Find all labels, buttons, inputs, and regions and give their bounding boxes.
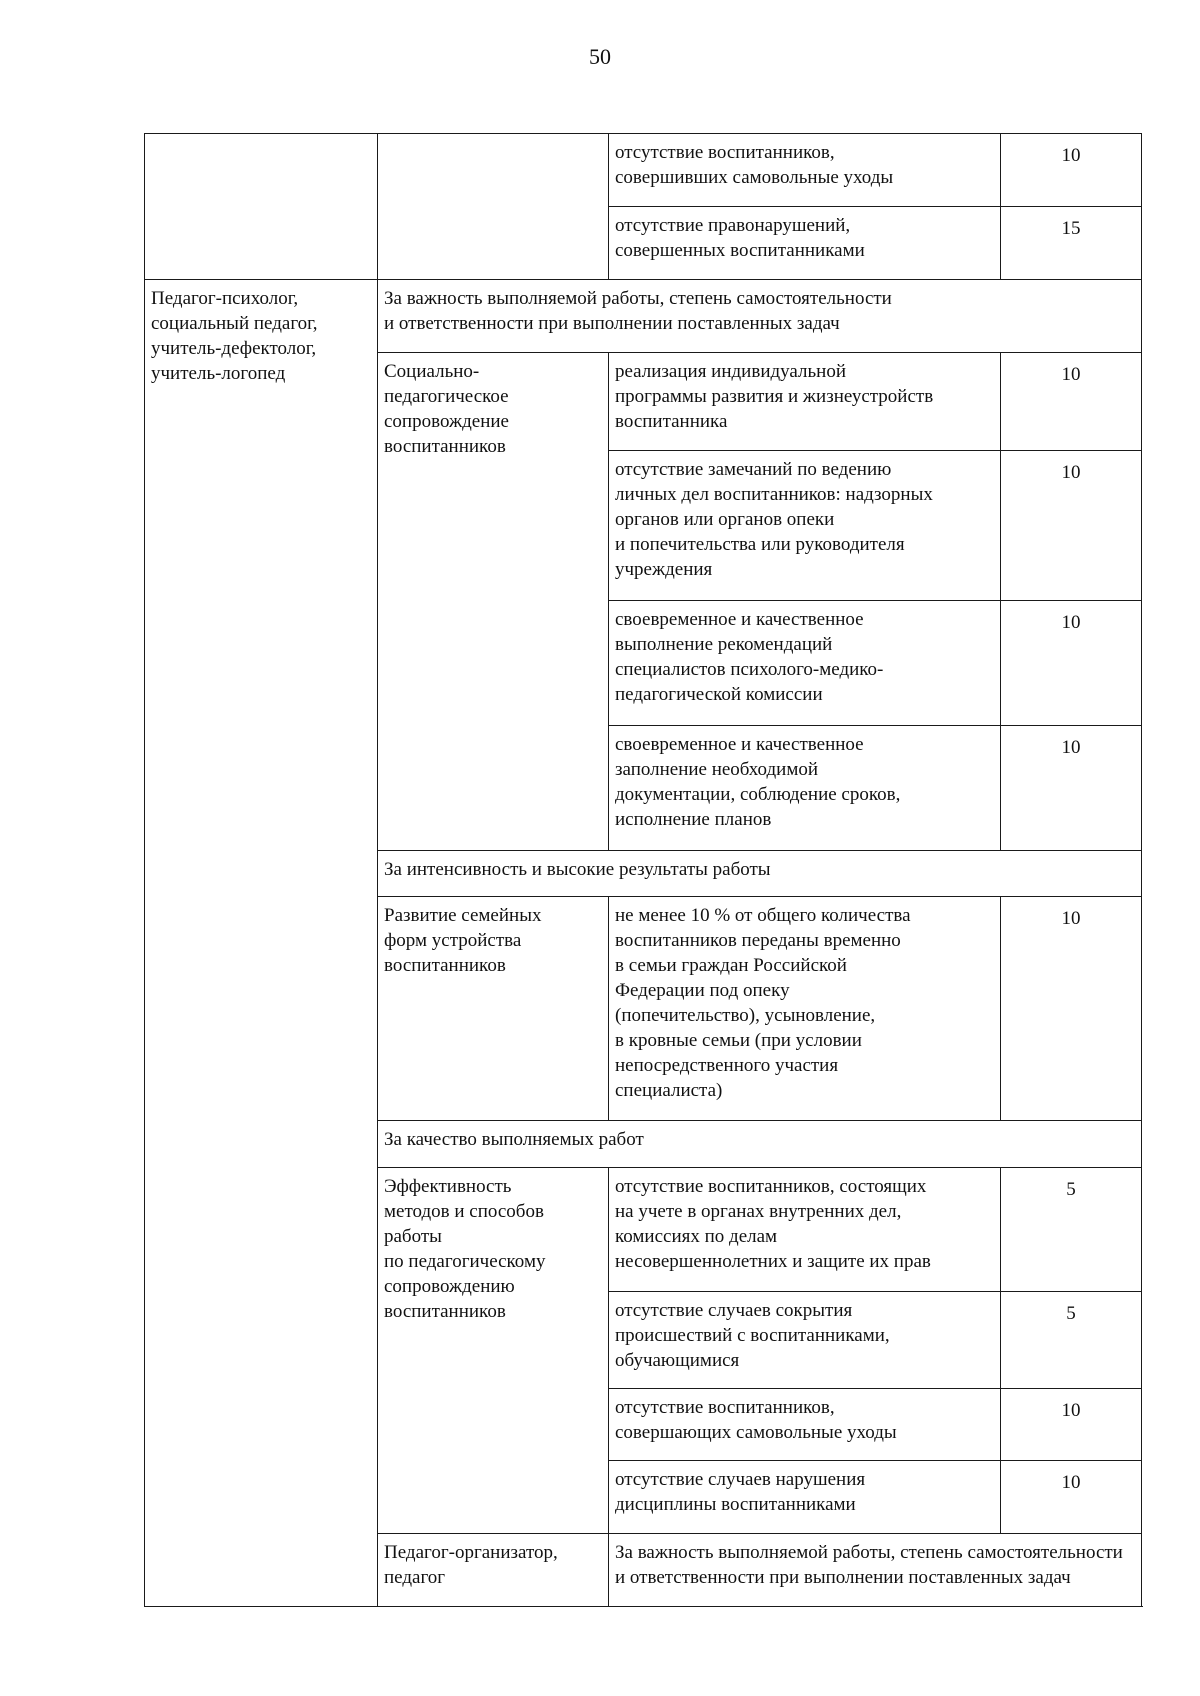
indicator-cell: Эффективность методов и способов работы по педагогическому сопровождению воспитанников <box>378 1168 609 1534</box>
points-cell: 10 <box>1001 601 1142 726</box>
table-row <box>145 134 1142 207</box>
criterion-cell: отсутствие случаев нарушения дисциплины воспитанниками <box>609 1461 1001 1534</box>
position-cell: Педагог-организатор, педагог <box>378 1534 609 1607</box>
page-number: 50 <box>589 44 611 69</box>
criterion-cell: отсутствие случаев сокрытия происшествий с воспитанниками, обучающимися <box>609 1292 1001 1389</box>
section-header-cell: За важность выполняемой работы, степень самостоятельности и ответственности при выполнении поставленных задач <box>378 280 1142 353</box>
criterion-cell: отсутствие правонарушений, совершенных воспитанниками <box>609 207 1001 280</box>
criterion-cell: реализация индивидуальной программы развития и жизнеустройств воспитанника <box>609 353 1001 451</box>
points-cell: 5 <box>1001 1168 1142 1292</box>
points-cell: 10 <box>1001 451 1142 601</box>
section-header-cell: За важность выполняемой работы, степень самостоятельности и ответственности при выполнении поставленных задач <box>609 1534 1142 1607</box>
points-cell: 10 <box>1001 353 1142 451</box>
position-cell: Педагог-психолог, социальный педагог, учитель-дефектолог, учитель-логопед <box>145 280 378 1607</box>
criterion-cell: своевременное и качественное выполнение рекомендаций специалистов психолого-медико- педагогической комиссии <box>609 601 1001 726</box>
table-row <box>145 280 1142 353</box>
points-cell: 10 <box>1001 134 1142 207</box>
criterion-cell: своевременное и качественное заполнение необходимой документации, соблюдение сроков, исполнение планов <box>609 726 1001 851</box>
points-cell: 15 <box>1001 207 1142 280</box>
criterion-cell: отсутствие воспитанников, состоящих на учете в органах внутренних дел, комиссиях по делам несовершеннолетних и защите их прав <box>609 1168 1001 1292</box>
points-cell: 10 <box>1001 1461 1142 1534</box>
indicator-cell: Развитие семейных форм устройства воспитанников <box>378 897 609 1121</box>
points-cell: 10 <box>1001 726 1142 851</box>
section-header-cell: За качество выполняемых работ <box>378 1121 1142 1168</box>
criterion-cell: отсутствие воспитанников, совершающих самовольные уходы <box>609 1389 1001 1461</box>
points-cell: 10 <box>1001 1389 1142 1461</box>
section-header-cell: За интенсивность и высокие результаты работы <box>378 851 1142 897</box>
criteria-table <box>144 133 1142 1607</box>
criterion-cell: отсутствие воспитанников, совершивших самовольные уходы <box>609 134 1001 207</box>
position-cell <box>145 134 378 280</box>
points-cell: 5 <box>1001 1292 1142 1389</box>
indicator-cell: Социально- педагогическое сопровождение воспитанников <box>378 353 609 851</box>
points-cell: 10 <box>1001 897 1142 1121</box>
indicator-cell <box>378 134 609 280</box>
criterion-cell: отсутствие замечаний по ведению личных дел воспитанников: надзорных органов или органов опеки и попечительства или руководителя учреждения <box>609 451 1001 601</box>
criterion-cell: не менее 10 % от общего количества воспитанников переданы временно в семьи граждан Российской Федерации под опеку (попечительство), усыновление, в кровные семьи (при условии непосредственного участия специалиста) <box>609 897 1001 1121</box>
